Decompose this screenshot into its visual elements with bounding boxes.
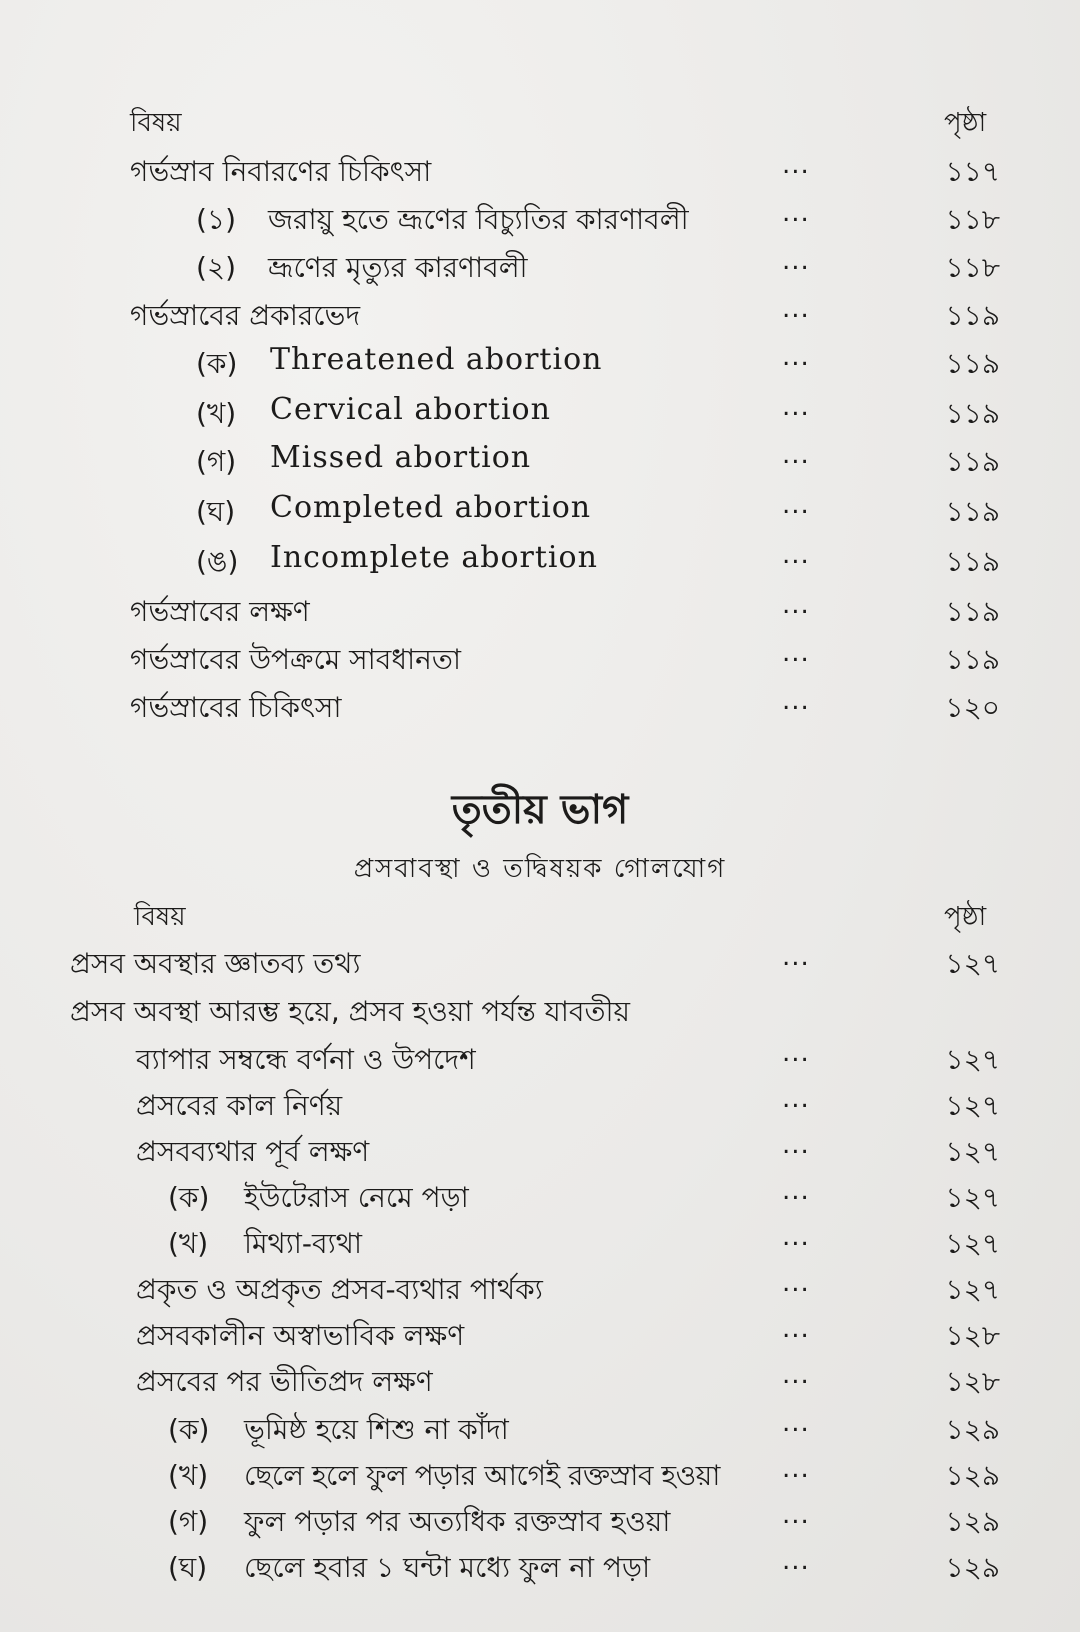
leader-dots: ...	[782, 440, 810, 470]
header-subject-1: বিষয়	[130, 108, 182, 138]
entry-marker: (ক)	[168, 1181, 210, 1214]
toc-entry	[0, 1130, 1080, 1174]
entry-text: প্রসবের কাল নির্ণয়	[136, 1089, 343, 1122]
leader-dots: ...	[782, 1038, 810, 1068]
entry-text: প্রকৃত ও অপ্রকৃত প্রসব-ব্যথার পার্থক্য	[136, 1273, 543, 1306]
toc-entry	[0, 1268, 1080, 1312]
toc-entry	[0, 150, 1080, 194]
toc-entry	[0, 942, 1080, 986]
entry-marker: (খ)	[168, 1459, 209, 1492]
page-number: ১২৭	[945, 1089, 1000, 1122]
entry-text: Incomplete abortion	[270, 540, 598, 575]
toc-entry	[0, 490, 1080, 534]
entry-text: গর্ভস্রাবের লক্ষণ	[130, 595, 310, 628]
entry-marker: (২)	[196, 251, 237, 284]
header-page-2: পৃষ্ঠা	[944, 902, 987, 932]
page-number: ১২৭	[945, 947, 1000, 980]
entry-text: ফুল পড়ার পর অত্যধিক রক্তস্রাব হওয়া	[244, 1505, 671, 1538]
page-number: ১২৭	[945, 1227, 1000, 1260]
entry-text: গর্ভস্রাবের প্রকারভেদ	[130, 299, 361, 332]
section-subtitle: প্রসবাবস্থা ও তদ্বিষয়ক গোলযোগ	[353, 854, 727, 884]
leader-dots: ...	[782, 392, 810, 422]
toc-entry	[0, 1084, 1080, 1128]
entry-marker: (খ)	[196, 397, 237, 430]
leader-dots: ...	[782, 1176, 810, 1206]
leader-dots: ...	[782, 540, 810, 570]
entry-text: ভূমিষ্ঠ হয়ে শিশু না কাঁদা	[244, 1413, 509, 1446]
page-number: ১২৮	[945, 1319, 1000, 1352]
entry-text: ইউটেরাস নেমে পড়া	[244, 1181, 469, 1214]
entry-text: প্রসব অবস্থার জ্ঞাতব্য তথ্য	[70, 947, 361, 980]
page-number: ১২৭	[945, 1181, 1000, 1214]
leader-dots: ...	[782, 1408, 810, 1438]
entry-marker: (গ)	[196, 445, 237, 478]
leader-dots: ...	[782, 638, 810, 668]
entry-text: Threatened abortion	[270, 342, 603, 377]
toc-entry	[0, 1546, 1080, 1590]
leader-dots: ...	[782, 294, 810, 324]
entry-marker: (ক)	[168, 1413, 210, 1446]
entry-text: গর্ভস্রাব নিবারণের চিকিৎসা	[130, 155, 432, 188]
entry-marker: (গ)	[168, 1505, 209, 1538]
header-page-1: পৃষ্ঠা	[944, 108, 987, 138]
leader-dots: ...	[782, 1314, 810, 1344]
leader-dots: ...	[782, 942, 810, 972]
page-number: ১২৭	[945, 1043, 1000, 1076]
leader-dots: ...	[782, 1222, 810, 1252]
toc-entry	[0, 1038, 1080, 1082]
leader-dots: ...	[782, 490, 810, 520]
leader-dots: ...	[782, 1500, 810, 1530]
page-number: ১২৯	[945, 1413, 1000, 1446]
header-subject-2: বিষয়	[134, 902, 186, 932]
leader-dots: ...	[782, 686, 810, 716]
page-number: ১১৯	[945, 347, 1000, 380]
toc-entry	[0, 1314, 1080, 1358]
leader-dots: ...	[782, 1130, 810, 1160]
entry-text: Cervical abortion	[270, 392, 551, 427]
entry-marker: (ঘ)	[196, 495, 236, 528]
page-number: ১১৯	[945, 299, 1000, 332]
entry-text: Missed abortion	[270, 440, 532, 475]
entry-text: ছেলে হবার ১ ঘন্টা মধ্যে ফুল না পড়া	[244, 1551, 651, 1584]
leader-dots: ...	[782, 1546, 810, 1576]
entry-marker: (ঘ)	[168, 1551, 208, 1584]
page-number: ১১৯	[945, 545, 1000, 578]
toc-entry	[0, 1360, 1080, 1404]
toc-entry	[0, 638, 1080, 682]
leader-dots: ...	[782, 1360, 810, 1390]
entry-text: গর্ভস্রাবের উপক্রমে সাবধানতা	[130, 643, 462, 676]
toc-entry	[0, 246, 1080, 290]
page-number: ১২০	[945, 691, 1000, 724]
leader-dots: ...	[782, 342, 810, 372]
page-number: ১১৯	[945, 495, 1000, 528]
entry-marker: (ঙ)	[196, 545, 239, 578]
toc-entry	[0, 1500, 1080, 1544]
toc-entry	[0, 1454, 1080, 1498]
toc-entry	[0, 198, 1080, 242]
leader-dots: ...	[782, 246, 810, 276]
toc-entry	[0, 540, 1080, 584]
toc-entry	[0, 440, 1080, 484]
toc-entry	[0, 590, 1080, 634]
page-number: ১১৯	[945, 643, 1000, 676]
page-number: ১১৮	[945, 203, 1000, 236]
toc-entry	[0, 342, 1080, 386]
leader-dots: ...	[782, 1454, 810, 1484]
page-number: ১২৯	[945, 1459, 1000, 1492]
page-number: ১১৯	[945, 595, 1000, 628]
page-number: ১২৭	[945, 1273, 1000, 1306]
entry-text: ভ্রূণের মৃত্যুর কারণাবলী	[268, 251, 528, 284]
entry-text: প্রসবকালীন অস্বাভাবিক লক্ষণ	[136, 1319, 465, 1352]
leader-dots: ...	[782, 1268, 810, 1298]
toc-entry	[0, 1408, 1080, 1452]
leader-dots: ...	[782, 198, 810, 228]
entry-text: ব্যাপার সম্বন্ধে বর্ণনা ও উপদেশ	[136, 1043, 476, 1076]
entry-marker: (খ)	[168, 1227, 209, 1260]
entry-marker: (১)	[196, 203, 237, 236]
entry-text: প্রসব অবস্থা আরম্ভ হয়ে, প্রসব হওয়া পর্যন্ত যাবতীয়	[70, 995, 631, 1028]
toc-entry	[0, 1176, 1080, 1220]
entry-text: Completed abortion	[270, 490, 592, 525]
page-number: ১২৭	[945, 1135, 1000, 1168]
page-number: ১২৯	[945, 1551, 1000, 1584]
entry-text: জরায়ু হতে ভ্রূণের বিচ্যুতির কারণাবলী	[268, 203, 689, 236]
entry-text: মিথ্যা-ব্যথা	[244, 1227, 362, 1260]
toc-entry	[0, 294, 1080, 338]
toc-entry	[0, 1222, 1080, 1266]
page-number: ১১৭	[945, 155, 1000, 188]
entry-marker: (ক)	[196, 347, 238, 380]
toc-entry	[0, 990, 1080, 1034]
leader-dots: ...	[782, 590, 810, 620]
entry-text: ছেলে হলে ফুল পড়ার আগেই রক্তস্রাব হওয়া	[244, 1459, 720, 1492]
page-number: ১১৯	[945, 445, 1000, 478]
leader-dots: ...	[782, 150, 810, 180]
toc-entry	[0, 392, 1080, 436]
page-number: ১১৯	[945, 397, 1000, 430]
entry-text: প্রসবব্যথার পূর্ব লক্ষণ	[136, 1135, 370, 1168]
page-number: ১২৮	[945, 1365, 1000, 1398]
entry-text: গর্ভস্রাবের চিকিৎসা	[130, 691, 342, 724]
entry-text: প্রসবের পর ভীতিপ্রদ লক্ষণ	[136, 1365, 433, 1398]
leader-dots: ...	[782, 1084, 810, 1114]
page-number: ১২৯	[945, 1505, 1000, 1538]
toc-entry	[0, 686, 1080, 730]
page-number: ১১৮	[945, 251, 1000, 284]
section-title: তৃতীয় ভাগ	[451, 787, 629, 833]
